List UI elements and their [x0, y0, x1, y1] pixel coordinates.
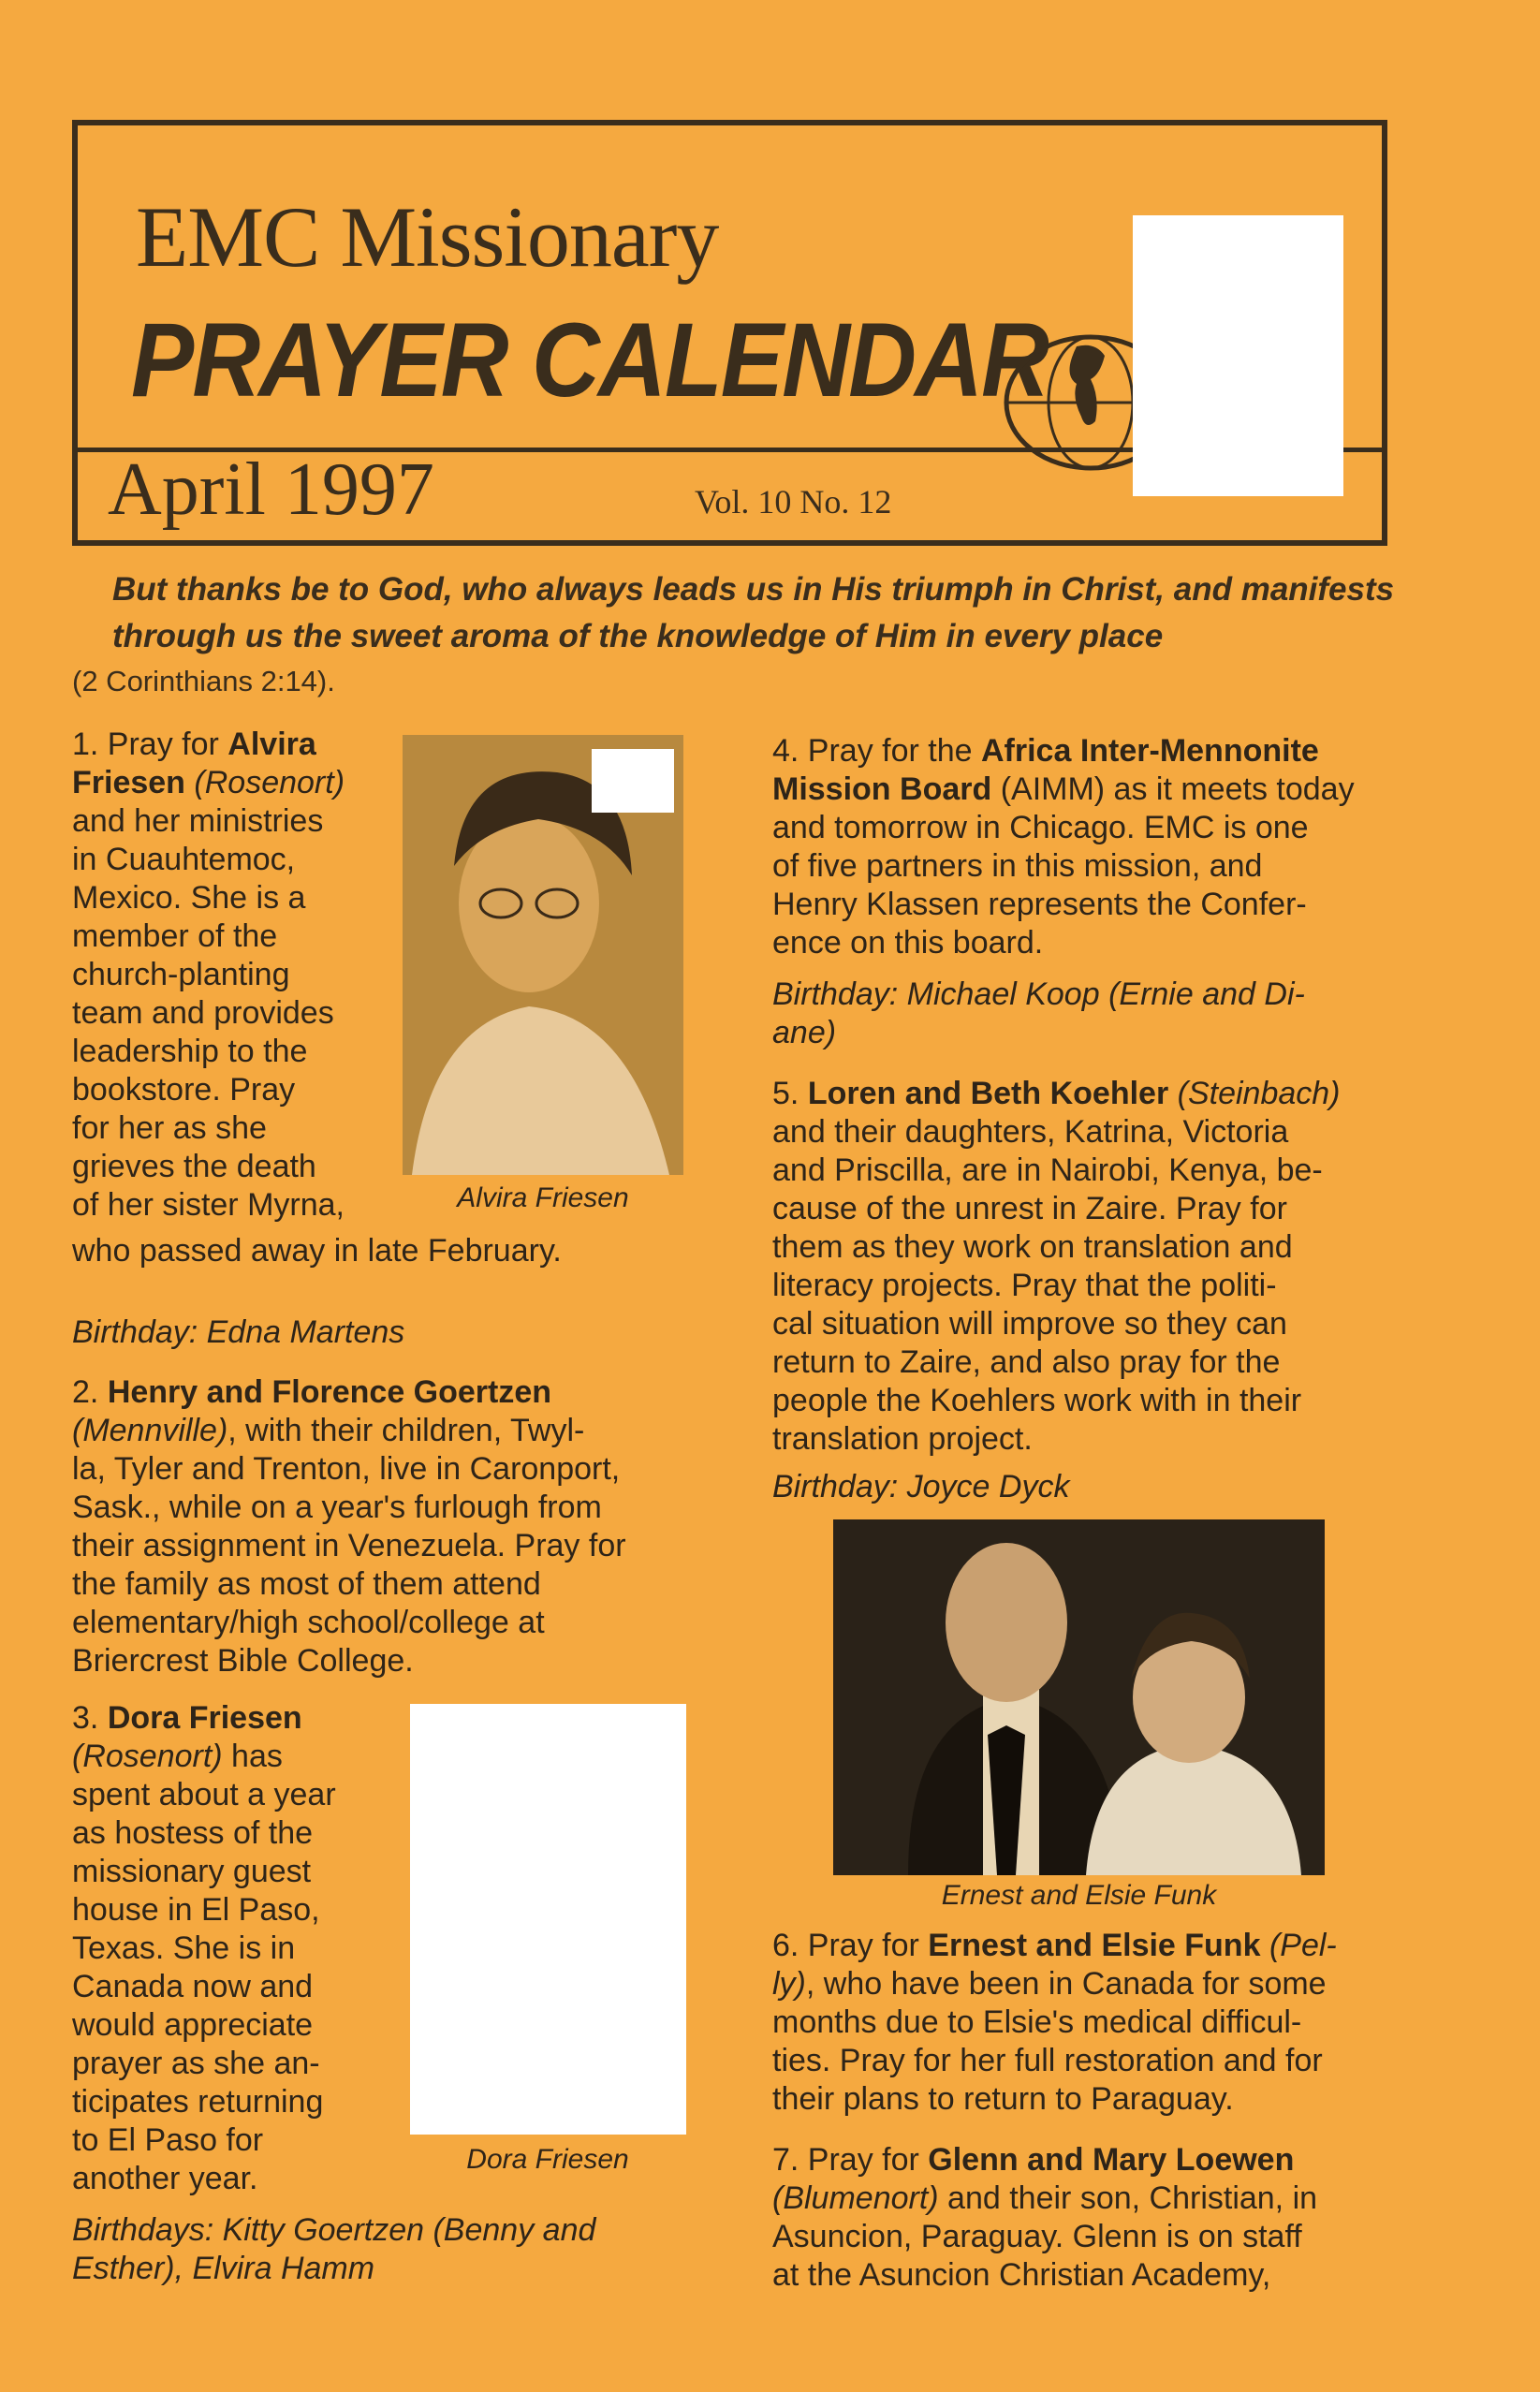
text-line: grieves the death: [72, 1149, 316, 1184]
text-line: and tomorrow in Chicago. EMC is one: [772, 810, 1309, 845]
text-line: (Mennville), with their children, Twyl-: [72, 1413, 585, 1448]
text-line: cause of the unrest in Zaire. Pray for: [772, 1191, 1287, 1226]
entry-7-text: [772, 2141, 1409, 2295]
entry-4-text: [772, 732, 1409, 962]
text-line: Mexico. She is a: [72, 880, 306, 916]
text-line: la, Tyler and Trenton, live in Caronport,: [72, 1451, 621, 1487]
text-line: to El Paso for: [72, 2122, 264, 2158]
issue-volume: Vol. 10 No. 12: [695, 483, 892, 521]
text-line: team and provides: [72, 995, 334, 1031]
text-line: the family as most of them attend: [72, 1566, 541, 1602]
entry-2-lines: [72, 1373, 709, 1680]
text-line: of her sister Myrna,: [72, 1187, 345, 1223]
text-line: leadership to the: [72, 1034, 308, 1069]
text-line: prayer as she an-: [72, 2046, 320, 2081]
entry-1-lines: [72, 726, 381, 1225]
scripture-reference: (2 Corinthians 2:14).: [72, 665, 335, 697]
entry-4-lines: [772, 732, 1409, 962]
text-line: cal situation will improve so they can: [772, 1306, 1287, 1342]
entry-1-text: [72, 726, 381, 1225]
masthead-subtitle: PRAYER CALENDAR: [131, 301, 1049, 418]
entry-2-text: [72, 1373, 709, 1680]
text-line: and Priscilla, are in Nairobi, Kenya, be-: [772, 1152, 1323, 1188]
text-line: missionary guest: [72, 1854, 312, 1889]
text-line: of five partners in this mission, and: [772, 848, 1263, 884]
text-line: and her ministries: [72, 803, 324, 839]
text-line: Friesen (Rosenort): [72, 765, 345, 800]
couple-portrait-image: [833, 1519, 1325, 1875]
text-line: 7. Pray for Glenn and Mary Loewen: [772, 2142, 1295, 2178]
text-line: 2. Henry and Florence Goertzen: [72, 1374, 552, 1410]
entry-5-birthday: Birthday: Joyce Dyck: [772, 1469, 1070, 1504]
text-line: 6. Pray for Ernest and Elsie Funk (Pel-: [772, 1928, 1337, 1963]
text-line: church-planting: [72, 957, 290, 992]
text-line: translation project.: [772, 1421, 1033, 1457]
photo-ernest-elsie-funk: [833, 1519, 1325, 1875]
redacted-photo: [410, 1704, 686, 2135]
text-line: in Cuauhtemoc,: [72, 842, 296, 877]
text-line: member of the: [72, 918, 278, 954]
text-line: Mission Board (AIMM) as it meets today: [772, 771, 1355, 807]
text-line: their assignment in Venezuela. Pray for: [72, 1528, 626, 1563]
text-line: ence on this board.: [772, 925, 1044, 961]
entry-1-last-line: who passed away in late February.: [72, 1233, 562, 1269]
text-line: ly), who have been in Canada for some: [772, 1966, 1327, 2002]
text-line: (Rosenort) has: [72, 1739, 283, 1774]
text-line: literacy projects. Pray that the politi-: [772, 1268, 1277, 1303]
text-line: elementary/high school/college at: [72, 1605, 545, 1640]
text-line: would appreciate: [72, 2007, 314, 2043]
entry-4-birthday-line1: Birthday: Michael Koop (Ernie and Di-: [772, 976, 1305, 1012]
text-line: as hostess of the: [72, 1815, 314, 1851]
entry-3-lines: [72, 1699, 381, 2198]
text-line: Canada now and: [72, 1969, 314, 2004]
text-line: their plans to return to Paraguay.: [772, 2081, 1234, 2117]
text-line: ticipates returning: [72, 2084, 324, 2120]
entry-3-birthday-line1: Birthdays: Kitty Goertzen (Benny and: [72, 2212, 596, 2248]
text-line: them as they work on translation and: [772, 1229, 1293, 1265]
text-line: months due to Elsie's medical difficul-: [772, 2004, 1302, 2040]
photo-caption-alvira: Alvira Friesen: [457, 1182, 629, 1213]
entry-7-lines: [772, 2141, 1409, 2295]
text-line: Texas. She is in: [72, 1930, 296, 1966]
entry-3-text: [72, 1699, 381, 2198]
text-line: Sask., while on a year's furlough from: [72, 1489, 602, 1525]
text-line: house in El Paso,: [72, 1892, 320, 1928]
text-line: Henry Klassen represents the Confer-: [772, 887, 1307, 922]
text-line: 4. Pray for the Africa Inter-Mennonite: [772, 733, 1319, 769]
text-line: (Blumenort) and their son, Christian, in: [772, 2180, 1318, 2216]
text-line: 3. Dora Friesen: [72, 1700, 302, 1736]
text-line: spent about a year: [72, 1777, 336, 1812]
entry-6-text: [772, 1927, 1409, 2119]
redacted-area: [1133, 215, 1343, 496]
text-line: return to Zaire, and also pray for the: [772, 1344, 1281, 1380]
text-line: bookstore. Pray: [72, 1072, 296, 1108]
entry-4-birthday-line2: ane): [772, 1015, 837, 1050]
text-line: ties. Pray for her full restoration and for: [772, 2043, 1323, 2078]
text-line: people the Koehlers work with in their: [772, 1383, 1302, 1418]
photo-caption-funk: Ernest and Elsie Funk: [941, 1880, 1217, 1911]
entry-5-text: [772, 1075, 1409, 1459]
masthead-title: EMC Missionary: [136, 189, 719, 285]
photo-caption-dora: Dora Friesen: [466, 2144, 629, 2175]
entry-6-lines: [772, 1927, 1409, 2119]
text-line: at the Asuncion Christian Academy,: [772, 2257, 1271, 2293]
text-line: Asuncion, Paraguay. Glenn is on staff: [772, 2219, 1302, 2254]
text-line: Briercrest Bible College.: [72, 1643, 414, 1679]
entry-1-birthday: Birthday: Edna Martens: [72, 1314, 405, 1350]
text-line: 1. Pray for Alvira: [72, 726, 316, 762]
text-line: for her as she: [72, 1110, 267, 1146]
text-line: 5. Loren and Beth Koehler (Steinbach): [772, 1076, 1341, 1111]
entry-3-birthday-line2: Esther), Elvira Hamm: [72, 2251, 375, 2286]
scripture-verse: But thanks be to God, who always leads us in His triumph in Christ, and manifests through us the sweet aroma of the knowledge of Him in every place: [112, 571, 1395, 654]
text-line: and their daughters, Katrina, Victoria: [772, 1114, 1289, 1150]
redacted-area: [592, 749, 674, 813]
issue-date: April 1997: [108, 448, 434, 531]
entry-5-lines: [772, 1075, 1409, 1459]
text-line: another year.: [72, 2161, 258, 2196]
